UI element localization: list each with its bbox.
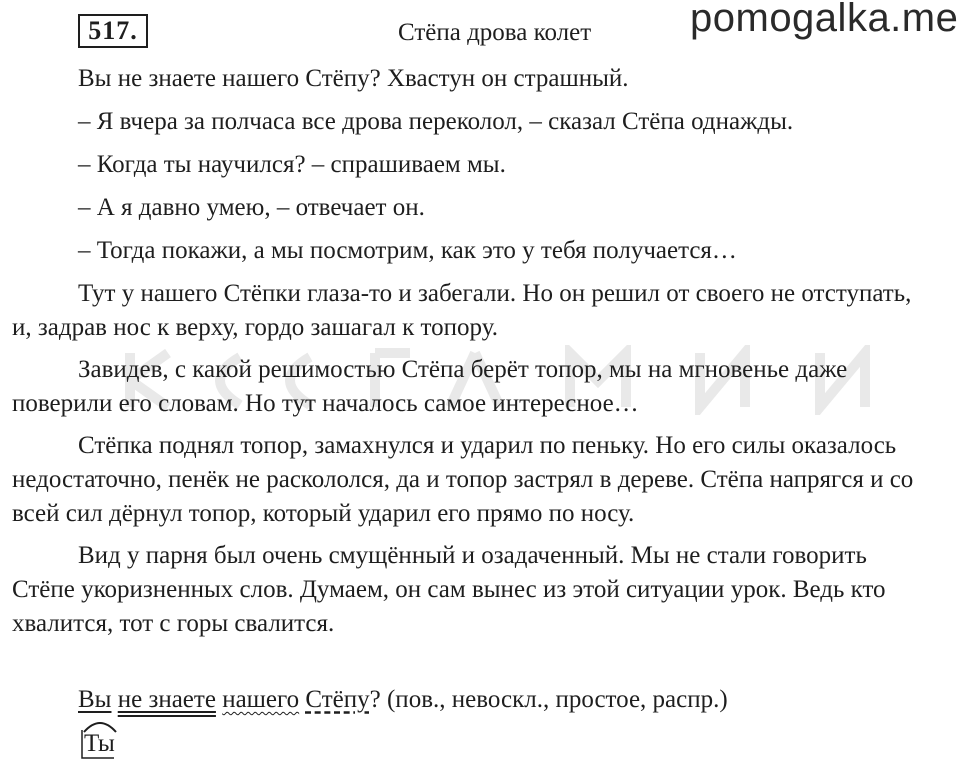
paragraph-1: Вы не знаете нашего Стёпу? Хвастун он страшный. xyxy=(78,65,629,92)
paragraph-2: – Я вчера за полчаса все дрова переколол, – сказал Стёпа однажды. xyxy=(78,108,794,135)
paragraph-4: – А я давно умею, – отвечает он. xyxy=(78,194,425,221)
paragraph-3: – Когда ты научился? – спрашиваем мы. xyxy=(78,151,506,178)
word-root-marker xyxy=(78,716,126,760)
marker-word: Ты xyxy=(84,730,115,757)
paragraph-9: Вид у парня был очень смущённый и озадаченный. Мы не стали говорить Стёпе укоризненных слов. Думаем, он сам вынес из этой ситуации урок. Ведь кто хвалится, тот с горы свалится. xyxy=(12,542,886,637)
paragraph-8: Стёпка поднял топор, замахнулся и ударил по пеньку. Но его силы оказалось недостаточно, пенёк не раскололся, да и топор застрял в дереве. Стёпа напрягся и со всей сил дёрнул топор, который ударил его прямо по носу. xyxy=(12,432,914,527)
paragraph-5: – Тогда покажи, а мы посмотрим, как это у тебя получается… xyxy=(78,237,737,264)
sentence-analysis xyxy=(78,684,728,716)
analysis-object: Стёпу xyxy=(305,686,370,713)
analysis-subject: Вы xyxy=(78,686,112,713)
analysis-description: ? (пов., невоскл., простое, распр.) xyxy=(369,686,728,713)
exercise-number: 517. xyxy=(78,14,148,48)
paragraph-7: Завидев, с какой решимостью Стёпа берёт топор, мы на мгновенье даже поверили его словам. Но тут началось самое интересное… xyxy=(12,356,848,417)
story-body xyxy=(12,62,932,649)
story-title: Стёпа дрова колет xyxy=(398,19,592,46)
paragraph-6: Тут у нашего Стёпки глаза-то и забегали. Но он решил от своего не отступать, и, задрав нос к верху, гордо зашагал к топору. xyxy=(12,280,912,341)
analysis-predicate: не знаете xyxy=(117,686,216,713)
analysis-attribute: нашего xyxy=(222,686,300,713)
site-watermark: pomogalka.me xyxy=(690,0,959,40)
